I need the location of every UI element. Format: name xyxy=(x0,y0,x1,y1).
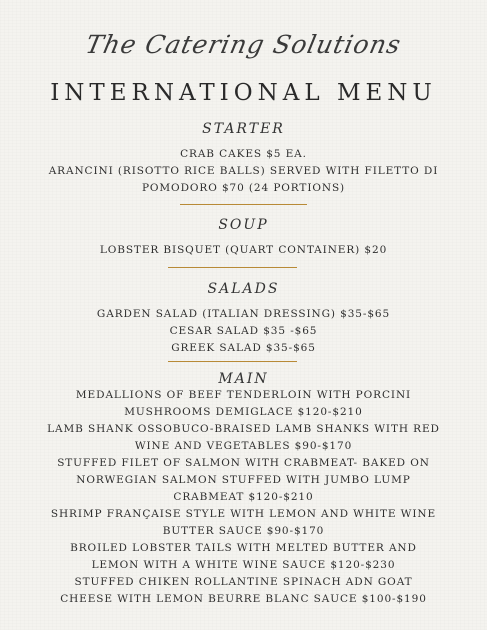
menu-item: CRAB CAKES $5 EA. xyxy=(180,148,307,160)
section-heading-starter: STARTER xyxy=(202,121,285,137)
brand-script-logo: The Catering Solutions xyxy=(83,30,404,59)
menu-item: LOBSTER BISQUET (QUART CONTAINER) $20 xyxy=(99,244,388,256)
section-heading-soup: SOUP xyxy=(218,217,269,233)
menu-item: GREEK SALAD $35-$65 xyxy=(171,342,316,354)
gold-divider xyxy=(168,267,297,268)
section-salads xyxy=(0,281,487,357)
menu-item: CESAR SALAD $35 -$65 xyxy=(169,325,318,337)
page-title: INTERNATIONAL MENU xyxy=(50,80,437,106)
menu-item: BUTTER SAUCE $90-$170 xyxy=(162,525,325,537)
menu-item: WINE AND VEGETABLES $90-$170 xyxy=(134,440,353,452)
menu-item: STUFFED CHIKEN ROLLANTINE SPINACH ADN GOAT xyxy=(74,576,413,588)
menu-item: NORWEGIAN SALMON STUFFED WITH JUMBO LUMP xyxy=(76,474,411,486)
section-heading-salads: SALADS xyxy=(207,281,280,297)
gold-divider xyxy=(180,204,307,205)
section-starter xyxy=(0,121,487,197)
menu-item: CHEESE WITH LEMON BEURRE BLANC SAUCE $100-$190 xyxy=(60,593,427,605)
menu-item: STUFFED FILET OF SALMON WITH CRABMEAT- BAKED ON xyxy=(57,457,430,469)
menu-item: SHRIMP FRANÇAISE STYLE WITH LEMON AND WHITE WINE xyxy=(50,508,437,520)
menu-item: CRABMEAT $120-$210 xyxy=(173,491,314,503)
menu-item: LEMON WITH A WHITE WINE SAUCE $120-$230 xyxy=(91,559,396,571)
menu-item: GARDEN SALAD (ITALIAN DRESSING) $35-$65 xyxy=(96,308,391,320)
menu-item: LAMB SHANK OSSOBUCO-BRAISED LAMB SHANKS WITH RED xyxy=(47,423,440,435)
menu-item: MEDALLIONS OF BEEF TENDERLOIN WITH PORCINI xyxy=(75,389,412,401)
menu-item: ARANCINI (RISOTTO RICE BALLS) SERVED WITH FILETTO DI xyxy=(48,165,439,177)
menu-item: POMODORO $70 (24 PORTIONS) xyxy=(141,182,346,194)
menu-item: MUSHROOMS DEMIGLACE $120-$210 xyxy=(124,406,363,418)
section-soup xyxy=(0,217,487,259)
gold-divider xyxy=(168,361,297,362)
section-main xyxy=(0,371,487,608)
section-heading-main: MAIN xyxy=(218,371,269,387)
menu-item: BROILED LOBSTER TAILS WITH MELTED BUTTER AND xyxy=(70,542,417,554)
